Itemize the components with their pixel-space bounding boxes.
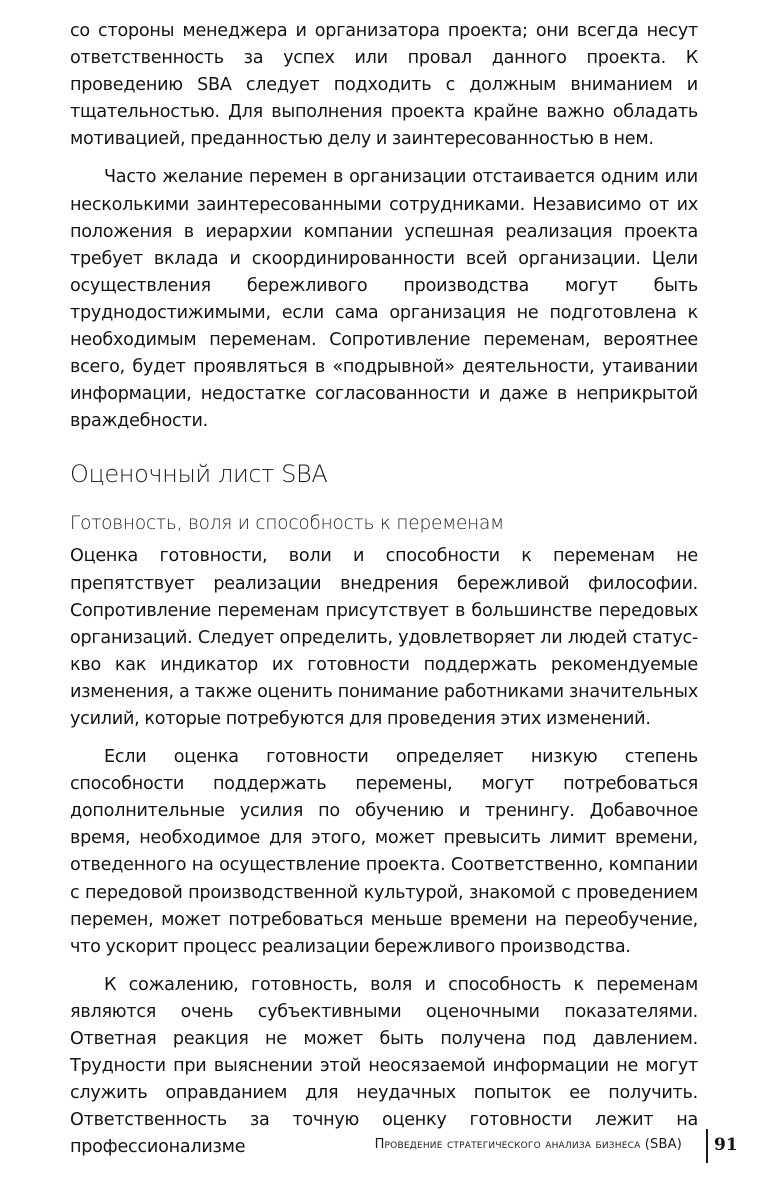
running-title: Проведение стратегического анализа бизнеса (SBA) [374, 1137, 682, 1152]
page-footer [0, 1125, 760, 1165]
section-heading: Оценочный лист SBA [70, 460, 328, 489]
paragraph-subjective-indicators: К сожалению, готовность, воля и способность к переменам являются очень субъективными оценочными показателями. Ответная реакция не может быть получена под давлением. Трудности при выяснении этой неосязаемой информации не могут служить оправданием для неудачных попыток ее получить. Ответственность за точную оценку готовности лежит на профессионализме [70, 974, 698, 1158]
footer-divider [706, 1129, 708, 1163]
paragraph-change-advocacy: Часто желание перемен в организации отстаивается одним или несколькими заинтересованными сотрудниками. Независимо от их положения в иерархии компании успешная реализация проекта требует вклада и скоординированности всей организации. Цели осуществления бережливого производства могут быть труднодостижимыми, если сама организация не подготовлена к необходимым переменам. Сопротивление переменам, вероятнее всего, будет проявляться в «подрывной» деятельности, утаивании информации, недостатке согласованности и даже в неприкрытой враждебности. [70, 167, 698, 432]
subsection-heading: Готовность, воля и способность к переменам [70, 513, 504, 535]
page-number: 91 [714, 1135, 738, 1155]
paragraph-continued: со стороны менеджера и организатора проекта; они всегда несут ответственность за успех или провал данного проекта. К проведению SBA следует подходить с должным вниманием и тщательностью. Для выполнения проекта крайне важно обладать мотивацией, преданностью делу и заинтересованностью в нем. [70, 21, 698, 150]
paragraph-readiness-assessment: Оценка готовности, воли и способности к переменам не препятствует реализации внедрения бережливой философии. Сопротивление переменам присутствует в большинстве передовых организаций. Следует определить, удовлетворяет ли людей статус-кво как индикатор их готовности поддержать рекомендуемые изменения, а также оценить понимание работниками значительных усилий, которые потребуются для проведения этих изменений. [70, 546, 698, 729]
page-body [70, 18, 698, 1161]
paragraph-low-readiness: Если оценка готовности определяет низкую степень способности поддержать перемены, могут потребоваться дополнительные усилия по обучению и тренингу. Добавочное время, необходимое для этого, может превысить лимит времени, отведенного на осуществление проекта. Соответственно, компании с передовой производственной культурой, знакомой с проведением перемен, может потребоваться меньше времени на переобучение, что ускорит процесс реализации бережливого производства. [70, 747, 698, 957]
